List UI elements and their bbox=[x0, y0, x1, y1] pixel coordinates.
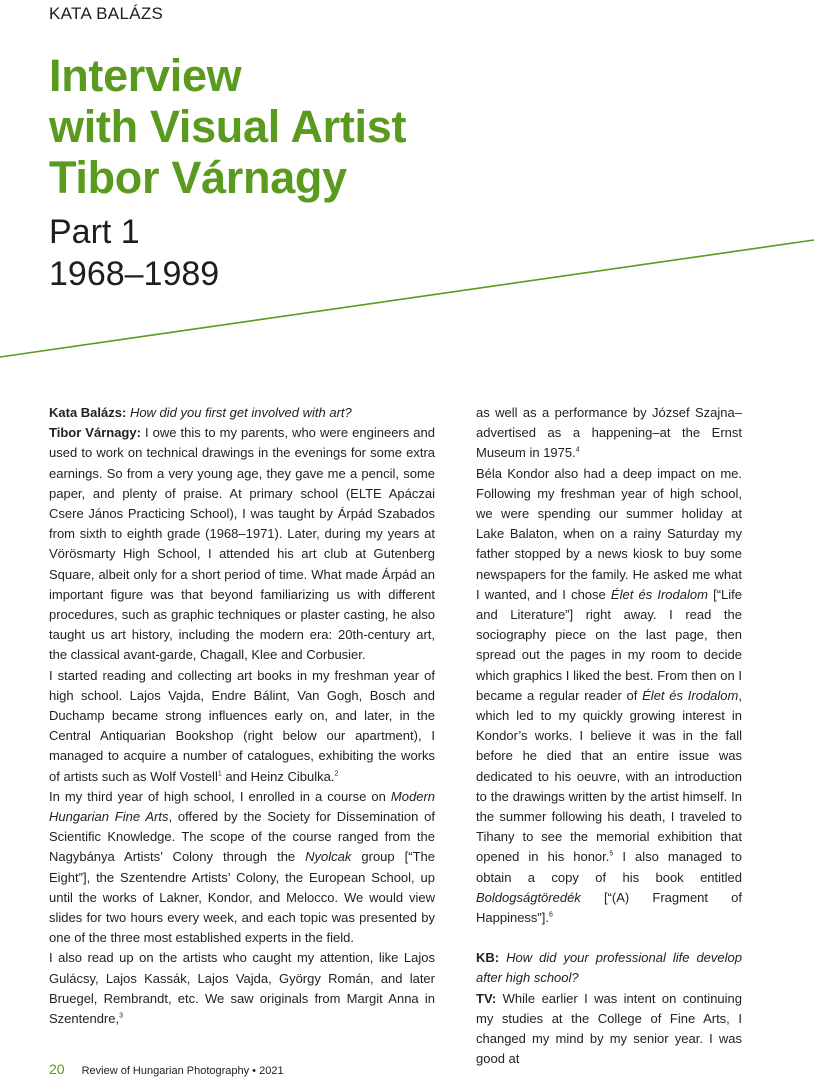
body-text: , offered by the Society for Dissemination of Scientific Knowledge. The scope of the course ranged from the Nagybánya Artists’ Colony through the bbox=[49, 809, 435, 865]
answer-paragraph bbox=[49, 423, 435, 665]
question-text: How did your professional life develop after high school? bbox=[476, 950, 742, 986]
footnote-marker: 4 bbox=[575, 447, 580, 455]
italic-title: Élet és Irodalom bbox=[642, 687, 739, 703]
diagonal-rule bbox=[0, 0, 814, 360]
body-text: I started reading and collecting art books in my freshman year of high school. Lajos Vajda, Endre Bálint, Van Gogh, Bosch and Duchamp became strong influences early on, and later, in the Central Antiquarian Bookshop (right below our apartment), I managed to acquire a number of catalogues, exhibiting the works of artists such as Wolf Vostell bbox=[49, 667, 435, 784]
body-text: [“(A) Fragment of Happiness”]. bbox=[476, 889, 742, 926]
body-text: I also managed to obtain a copy of his book entitled bbox=[476, 849, 742, 885]
body-paragraph bbox=[49, 787, 435, 949]
body-text: and Heinz Cibulka. bbox=[221, 768, 335, 784]
answer-text: I owe this to my parents, who were engineers and used to work on technical drawings in the evenings for some extra earnings. So from a very young age, they gave me a pencil, some paper, and plenty of praise. At primary school (ELTE Apáczai Csere János Practicing School), I was taught by Árpád Szabados from sixth to eighth grade (1968–1971). Later, during my years at Vörösmarty High School, I attended his art club at Gutenberg Square, albeit only for a short period of time. What made Árpád an important figure was that beyond familiarizing us with different procedures, such as graphic techniques or plaster casting, he also taught us art history, including the modern era: 20th-century art, the classical avant-garde, Chagall, Klee and Corbusier. bbox=[49, 425, 435, 663]
question-paragraph bbox=[476, 948, 742, 988]
paragraph-spacer bbox=[476, 928, 742, 948]
author-name: KATA BALÁZS bbox=[49, 4, 164, 23]
body-text: group [“The Eight”], the Szentendre Artists’ Colony, the European School, up until the works of Lakner, Kondor, and Melocco. We would view slides for two hours every week, and each topic was presented by one of the three most established experts in the field. bbox=[49, 849, 435, 946]
title-line: Tibor Várnagy bbox=[49, 152, 347, 203]
footnote-marker: 3 bbox=[119, 1012, 124, 1020]
subtitle-line: 1968–1989 bbox=[49, 255, 220, 293]
publication-name: Review of Hungarian Photography • 2021 bbox=[81, 1065, 284, 1077]
speaker-label: Tibor Várnagy: bbox=[49, 425, 141, 441]
body-paragraph bbox=[476, 464, 742, 929]
question-text: How did you first get involved with art? bbox=[129, 405, 352, 420]
question-paragraph bbox=[49, 403, 435, 423]
page-footer bbox=[49, 1061, 284, 1077]
italic-title: Boldogságtöredék bbox=[476, 889, 581, 905]
body-text: as well as a performance by József Szajna–advertised as a happening–at the Ernst Museum in 1975. bbox=[476, 405, 742, 461]
left-column bbox=[49, 403, 435, 1029]
page-number: 20 bbox=[49, 1061, 65, 1077]
body-text: [“Life and Literature”] right away. I read the sociography piece on the last page, then spread out the pages in my room to decide which graphics I liked the best. From then on I became a regular reader of bbox=[476, 586, 743, 703]
body-text: In my third year of high school, I enrolled in a course on bbox=[49, 788, 391, 804]
speaker-label: KB: bbox=[476, 950, 500, 966]
footnote-marker: 1 bbox=[217, 770, 222, 778]
italic-title: Modern Hungarian Fine Arts bbox=[49, 788, 435, 825]
footnote-marker: 6 bbox=[548, 911, 553, 919]
diagonal-rule-line bbox=[0, 240, 814, 357]
right-column bbox=[476, 403, 742, 1070]
subtitle-line: Part 1 bbox=[49, 213, 140, 251]
italic-title: Élet és Irodalom bbox=[610, 586, 708, 602]
body-text: , which led to my quickly growing interest in Kondor’s works. I believe it was in the fall before he died that an entire issue was dedicated to his oeuvre, with an introduction to the drawings written by the artist himself. In the summer following his death, I traveled to Tihany to see the memorial exhibition that opened in his honor. bbox=[476, 687, 742, 865]
speaker-label: Kata Balázs: bbox=[49, 405, 127, 420]
body-paragraph bbox=[49, 666, 435, 787]
title-line: with Visual Artist bbox=[49, 101, 407, 152]
speaker-label: TV: bbox=[476, 990, 497, 1006]
body-text: Béla Kondor also had a deep impact on me. Following my freshman year of high school, we were spending our summer holiday at Lake Balaton, when on a rainy Saturday my father stopped by a news kiosk to buy some newspapers for the family. He asked me what I wanted, and I chose bbox=[476, 465, 742, 602]
footnote-marker: 5 bbox=[609, 851, 614, 859]
title-line: Interview bbox=[49, 50, 242, 101]
body-paragraph bbox=[49, 948, 435, 1029]
body-text: I also read up on the artists who caught my attention, like Lajos Gulácsy, Lajos Kassák, Lajos Vajda, György Román, and later Bruegel, Rembrandt, etc. We saw originals from Margit Anna in Szentendre, bbox=[49, 950, 435, 1027]
body-paragraph bbox=[476, 403, 742, 464]
answer-text: While earlier I was intent on continuing my studies at the College of Fine Arts, I changed my mind by my senior year. I was good at bbox=[476, 990, 742, 1067]
footnote-marker: 2 bbox=[334, 770, 339, 778]
italic-title: Nyolcak bbox=[305, 849, 352, 865]
answer-paragraph bbox=[476, 989, 742, 1070]
